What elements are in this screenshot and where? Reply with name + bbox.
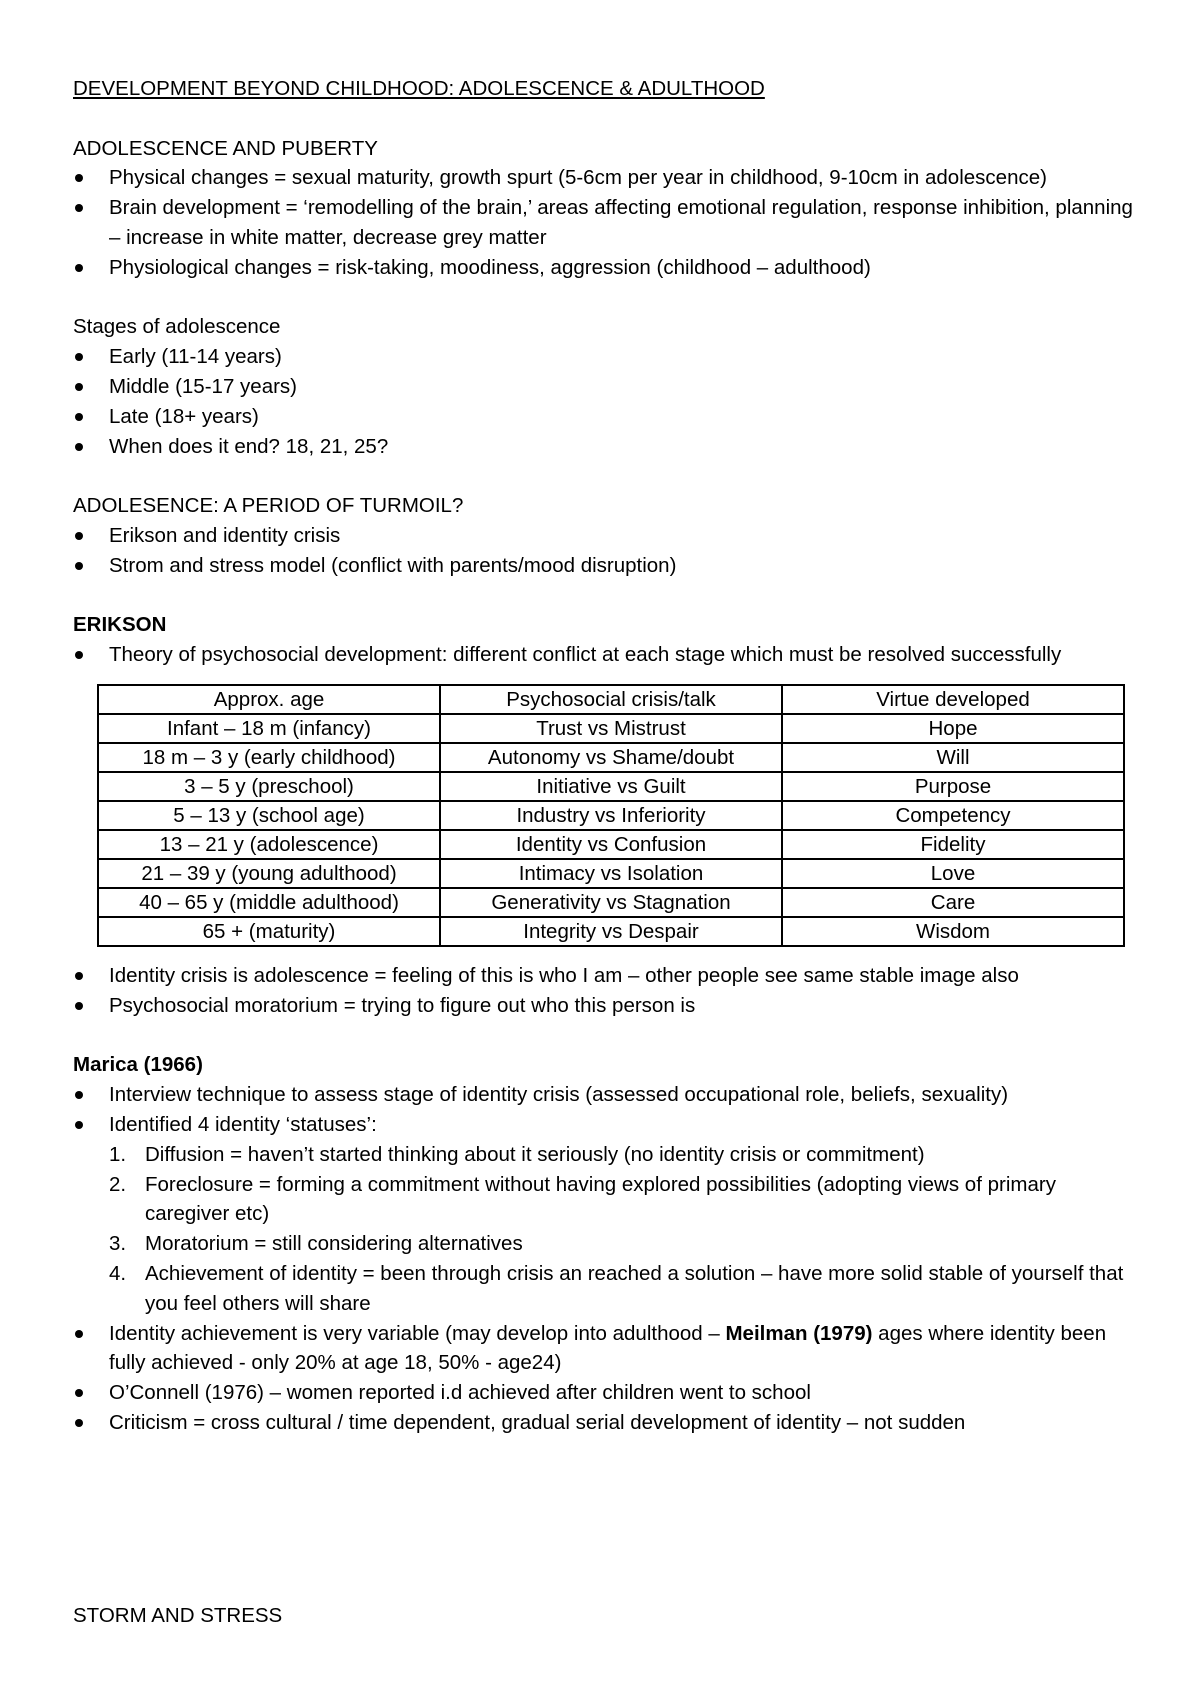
numbered-item [109,1229,1133,1259]
citation: Meilman (1979) [725,1321,873,1345]
table-row [98,830,1124,859]
numbered-item [109,1170,1133,1230]
storm-heading: STORM AND STRESS [73,1604,283,1627]
table-row [98,888,1124,917]
table-cell: Care [782,888,1124,917]
item-number: 2. [109,1172,127,1196]
item-text: ages where identity been fully achieved - only 20% at age 18, 50% - age24) [109,1321,1107,1375]
table-row [98,743,1124,772]
table-cell: Fidelity [782,830,1124,859]
spacer [73,283,1133,313]
numbered-item [109,1140,1133,1170]
spacer [73,104,1133,134]
item-text: Foreclosure = forming a commitment without having explored possibilities (adopting views of primary caregiver etc) [145,1172,1056,1226]
item-number: 1. [109,1142,127,1166]
list-item [73,1319,1133,1379]
item-text: Achievement of identity = been through crisis an reached a solution – have more solid stable of yourself that you feel others will share [145,1261,1124,1315]
item-text: Moratorium = still considering alternatives [145,1232,523,1256]
table-cell: 3 – 5 y (preschool) [98,772,440,801]
table-row [98,772,1124,801]
list-item: Criticism = cross cultural / time dependent, gradual serial development of identity – not sudden [73,1408,1133,1438]
table-row [98,801,1124,830]
list-item: Identified 4 identity ‘statuses’: [73,1110,1133,1140]
list-item: O’Connell (1976) – women reported i.d achieved after children went to school [73,1378,1133,1408]
table-cell: Generativity vs Stagnation [440,888,782,917]
table-cell: Infant – 18 m (infancy) [98,714,440,743]
table-cell: Hope [782,714,1124,743]
list-item: Middle (15-17 years) [73,372,1133,402]
table-cell: Autonomy vs Shame/doubt [440,743,782,772]
marica-list-continued [73,1319,1133,1438]
table-header-row [98,685,1124,714]
table-row [98,714,1124,743]
numbered-item [109,1259,1133,1319]
list-item: Psychosocial moratorium = trying to figure out who this person is [73,991,1133,1021]
erikson-heading: ERIKSON [73,613,167,637]
list-item: Physical changes = sexual maturity, growth spurt (5-6cm per year in childhood, 9-10cm in adolescence) [73,163,1133,193]
table-cell: Industry vs Inferiority [440,801,782,830]
table-cell: Competency [782,801,1124,830]
stages-list [73,342,1133,461]
spacer [73,461,1133,491]
table-cell: Intimacy vs Isolation [440,859,782,888]
list-item: Physiological changes = risk-taking, moodiness, aggression (childhood – adulthood) [73,253,1133,283]
table-header-cell: Psychosocial crisis/talk [440,685,782,714]
table-cell: Purpose [782,772,1124,801]
item-text: Identity achievement is very variable (may develop into adulthood – [109,1321,726,1345]
item-number: 3. [109,1232,127,1256]
identity-statuses-list [73,1140,1133,1319]
list-item: Identity crisis is adolescence = feeling of this is who I am – other people see same stable image also [73,961,1133,991]
document-page [73,74,1133,1438]
table-row [98,917,1124,946]
list-item: Interview technique to assess stage of identity crisis (assessed occupational role, beliefs, sexuality) [73,1080,1133,1110]
table-cell: 18 m – 3 y (early childhood) [98,743,440,772]
table-header-cell: Approx. age [98,685,440,714]
stages-heading: Stages of adolescence [73,315,281,339]
puberty-list [73,163,1133,282]
table-cell: Integrity vs Despair [440,917,782,946]
list-item: Brain development = ‘remodelling of the brain,’ areas affecting emotional regulation, response inhibition, planning – increase in white matter, decrease grey matter [73,193,1133,253]
table-row [98,859,1124,888]
item-number: 4. [109,1261,127,1285]
table-cell: Love [782,859,1124,888]
list-item: Early (11-14 years) [73,342,1133,372]
table-cell: 21 – 39 y (young adulthood) [98,859,440,888]
table-cell: 13 – 21 y (adolescence) [98,830,440,859]
document-title: DEVELOPMENT BEYOND CHILDHOOD: ADOLESCENCE & ADULTHOOD [73,77,765,100]
turmoil-list [73,521,1133,581]
identity-crisis-list [73,961,1133,1021]
erikson-list [73,640,1133,670]
marica-heading: Marica (1966) [73,1053,203,1077]
table-cell: Identity vs Confusion [440,830,782,859]
list-item: Late (18+ years) [73,402,1133,432]
table-cell: 65 + (maturity) [98,917,440,946]
table-cell: Initiative vs Guilt [440,772,782,801]
puberty-heading: ADOLESCENCE AND PUBERTY [73,136,378,160]
item-text: Diffusion = haven’t started thinking about it seriously (no identity crisis or commitment) [145,1142,925,1166]
table-header-cell: Virtue developed [782,685,1124,714]
table-cell: Trust vs Mistrust [440,714,782,743]
table-cell: Will [782,743,1124,772]
table-cell: Wisdom [782,917,1124,946]
turmoil-heading: ADOLESENCE: A PERIOD OF TURMOIL? [73,494,464,518]
marica-list [73,1080,1133,1140]
spacer [73,581,1133,611]
spacer [73,1021,1133,1051]
list-item: Strom and stress model (conflict with parents/mood disruption) [73,551,1133,581]
table-cell: 40 – 65 y (middle adulthood) [98,888,440,917]
list-item: Erikson and identity crisis [73,521,1133,551]
list-item: Theory of psychosocial development: different conflict at each stage which must be resolved successfully [73,640,1133,670]
list-item: When does it end? 18, 21, 25? [73,432,1133,462]
table-cell: 5 – 13 y (school age) [98,801,440,830]
erikson-stages-table [97,684,1125,947]
